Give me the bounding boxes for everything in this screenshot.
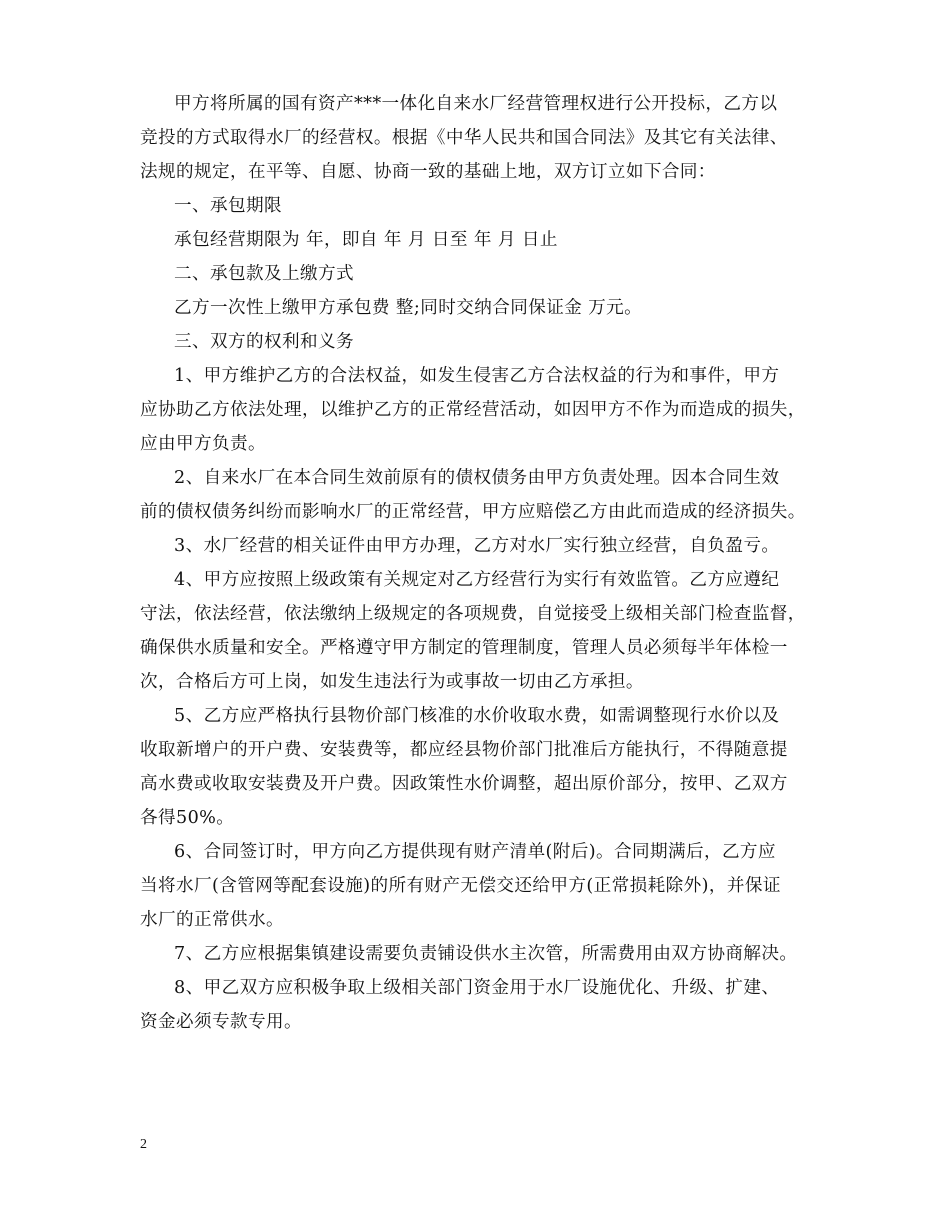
section-heading: 二、承包款及上缴方式 — [174, 264, 354, 284]
text-line: 收取新增户的开户费、安装费等，都应经县物价部门批准后方能执行，不得随意提 — [140, 740, 788, 760]
text-line: 高水费或收取安装费及开户费。因政策性水价调整，超出原价部分，按甲、乙双方 — [140, 774, 788, 794]
text-line: 3、水厂经营的相关证件由甲方办理，乙方对水厂实行独立经营，自负盈亏。 — [174, 536, 780, 556]
text-line: 法规的规定，在平等、自愿、协商一致的基础上地，双方订立如下合同： — [140, 162, 716, 182]
text-line: 乙方一次性上缴甲方承包费 整;同时交纳合同保证金 万元。 — [174, 298, 643, 318]
section-heading: 一、承包期限 — [174, 196, 282, 216]
text-line: 资金必须专款专用。 — [140, 1012, 302, 1032]
text-line: 8、甲乙双方应积极争取上级相关部门资金用于水厂设施优化、升级、扩建、 — [174, 978, 780, 998]
text-line: 次，合格后方可上岗，如发生违法行为或事故一切由乙方承担。 — [140, 672, 644, 692]
text-line: 前的债权债务纠纷而影响水厂的正常经营，甲方应赔偿乙方由此而造成的经济损失。 — [140, 502, 806, 522]
text-line: 竞投的方式取得水厂的经营权。根据《中华人民共和国合同法》及其它有关法律、 — [140, 128, 788, 148]
text-line: 应由甲方负责。 — [140, 434, 266, 454]
text-line: 甲方将所属的国有资产***一体化自来水厂经营管理权进行公开投标，乙方以 — [174, 94, 778, 114]
section-heading: 三、双方的权利和义务 — [174, 332, 354, 352]
page-number: 2 — [140, 1137, 147, 1152]
text-line: 应协助乙方依法处理，以维护乙方的正常经营活动，如因甲方不作为而造成的损失， — [140, 400, 806, 420]
text-line: 确保供水质量和安全。严格遵守甲方制定的管理制度，管理人员必须每半年体检一 — [140, 638, 788, 658]
text-line: 7、乙方应根据集镇建设需要负责铺设供水主次管，所需费用由双方协商解决。 — [174, 944, 798, 964]
text-line: 各得50%。 — [140, 808, 235, 828]
text-line: 2、自来水厂在本合同生效前原有的债权债务由甲方负责处理。因本合同生效 — [174, 468, 780, 488]
text-line: 6、合同签订时，甲方向乙方提供现有财产清单(附后)。合同期满后，乙方应 — [174, 842, 776, 862]
text-line: 承包经营期限为 年，即自 年 月 日至 年 月 日止 — [174, 230, 558, 250]
text-line: 守法，依法经营，依法缴纳上级规定的各项规费，自觉接受上级相关部门检查监督， — [140, 604, 806, 624]
text-line: 5、乙方应严格执行县物价部门核准的水价收取水费，如需调整现行水价以及 — [174, 706, 780, 726]
text-line: 4、甲方应按照上级政策有关规定对乙方经营行为实行有效监管。乙方应遵纪 — [174, 570, 780, 590]
text-line: 1、甲方维护乙方的合法权益，如发生侵害乙方合法权益的行为和事件，甲方 — [174, 366, 780, 386]
text-line: 当将水厂(含管网等配套设施)的所有财产无偿交还给甲方(正常损耗除外)，并保证 — [140, 876, 781, 896]
document-body — [140, 87, 820, 1039]
text-line: 水厂的正常供水。 — [140, 910, 284, 930]
